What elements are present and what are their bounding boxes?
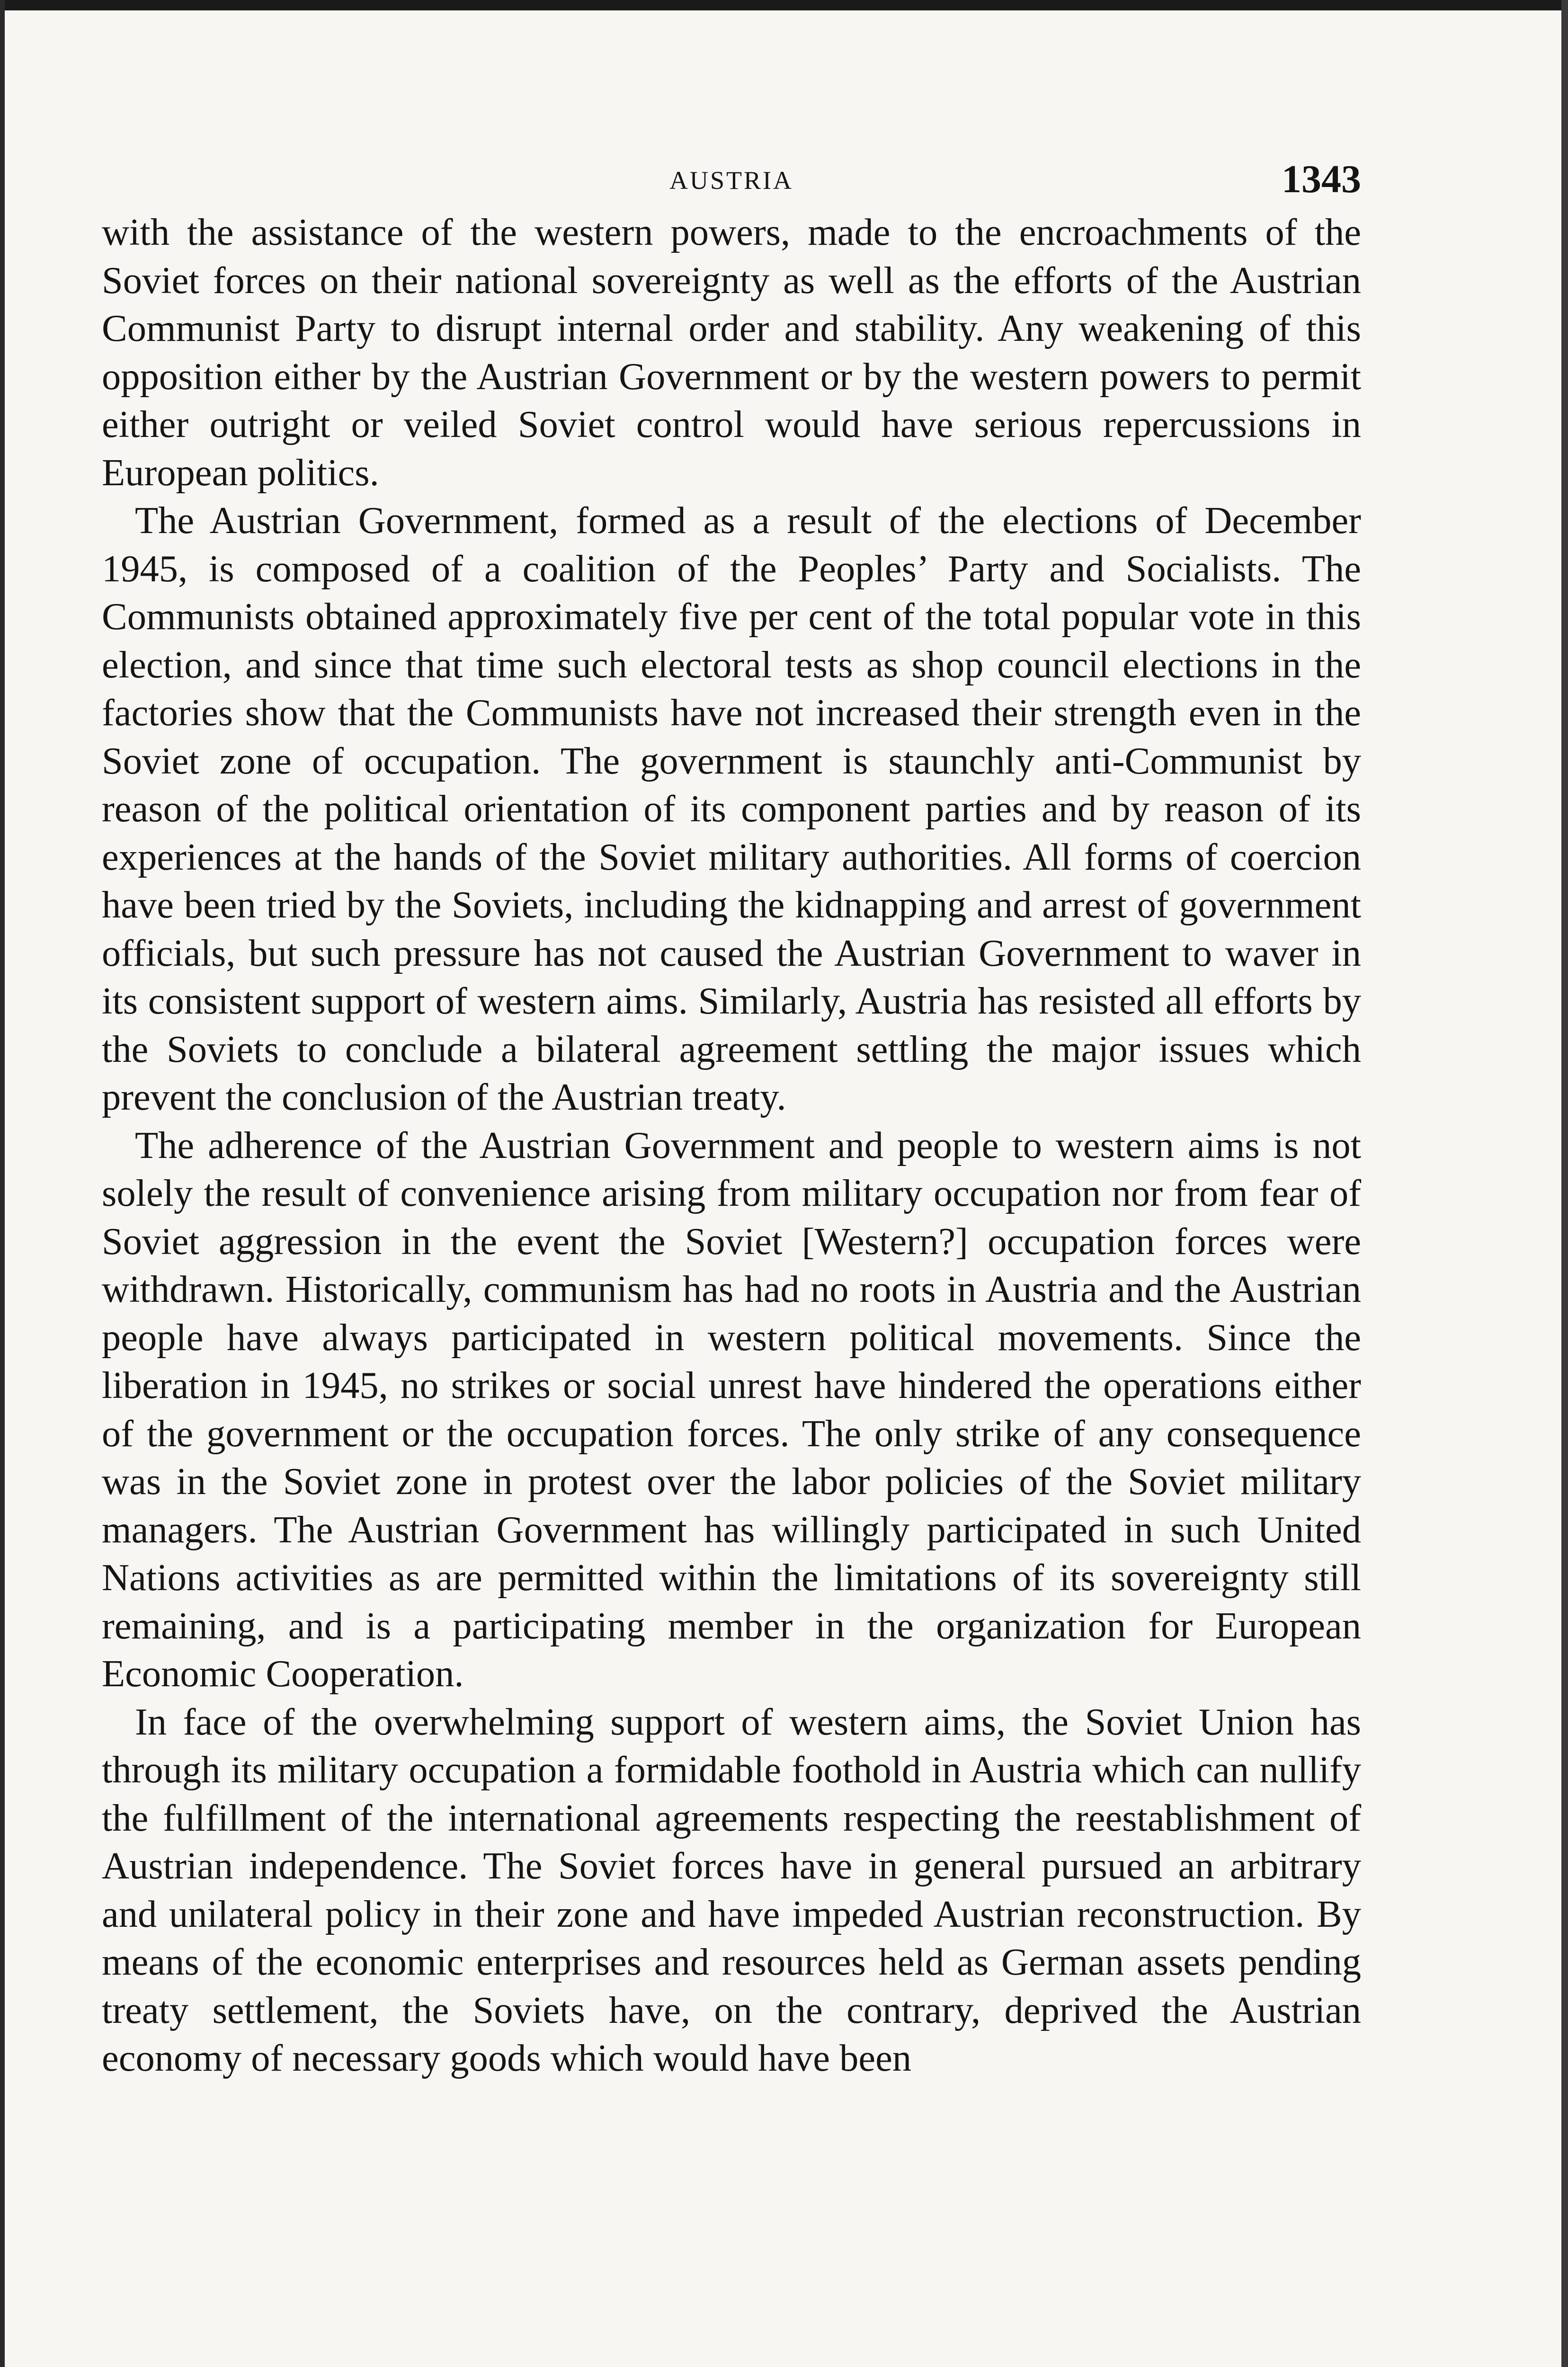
paragraph-2: The Austrian Government, formed as a result of the elections of December 1945, is composed of a coalition of the Peoples’ Party and Socialists. The Communists obtained approximately five per cent of the total popular vote in this election, and since that time such electoral tests as shop council elections in the factories show that the Communists have not increased their strength even in the Soviet zone of occupation. The government is staunchly anti-Communist by reason of the political orientation of its component parties and by reason of its experiences at the hands of the Soviet military authorities. All forms of coercion have been tried by the Soviets, including the kidnapping and arrest of government officials, but such pressure has not caused the Austrian Government to waver in its consistent support of western aims. Similarly, Austria has resisted all efforts by the Soviets to conclude a bilateral agreement settling the major issues which prevent the conclusion of the Austrian treaty. (102, 499, 1361, 1118)
paragraph-4: In face of the overwhelming support of western aims, the Soviet Union has through its military occupation a formidable foothold in Austria which can nullify the fulfillment of the international agreements respecting the reestablishment of Austrian independence. The Soviet forces have in general pursued an arbitrary and unilateral policy in their zone and have impeded Austrian reconstruction. By means of the economic enterprises and resources held as German assets pending treaty settlement, the Soviets have, on the contrary, deprived the Austrian economy of necessary goods which would have been (102, 1700, 1361, 2079)
paragraph-3: The adherence of the Austrian Government and people to western aims is not solely the result of convenience arising from military occupation nor from fear of Soviet aggression in the event the Soviet [Western?] occupation forces were withdrawn. Historically, communism has had no roots in Austria and the Austrian people have always participated in western political movements. Since the liberation in 1945, no strikes or social unrest have hindered the operations either of the government or the occupation forces. The only strike of any consequence was in the Soviet zone in protest over the labor policies of the Soviet military managers. The Austrian Government has willingly participated in such United Nations activities as are permitted within the limitations of its sovereignty still remaining, and is a participating member in the organization for European Economic Cooperation. (102, 1124, 1361, 1695)
running-title: AUSTRIA (669, 166, 793, 195)
paragraph-1: with the assistance of the western powers, made to the encroachments of the Soviet forces on their national sovereignty as well as the efforts of the Austrian Communist Party to disrupt internal order and stability. Any weakening of this opposition either by the Austrian Government or by the western powers to permit either outright or veiled Soviet control would have serious repercussions in European politics. (102, 211, 1361, 494)
body-text (102, 208, 1361, 2082)
page-number: 1343 (1282, 157, 1361, 201)
scan-border-top (0, 0, 1568, 10)
scan-border-left (0, 0, 5, 2367)
scan-border-right (1561, 0, 1568, 2367)
running-head (102, 156, 1361, 208)
document-page (102, 156, 1361, 2082)
